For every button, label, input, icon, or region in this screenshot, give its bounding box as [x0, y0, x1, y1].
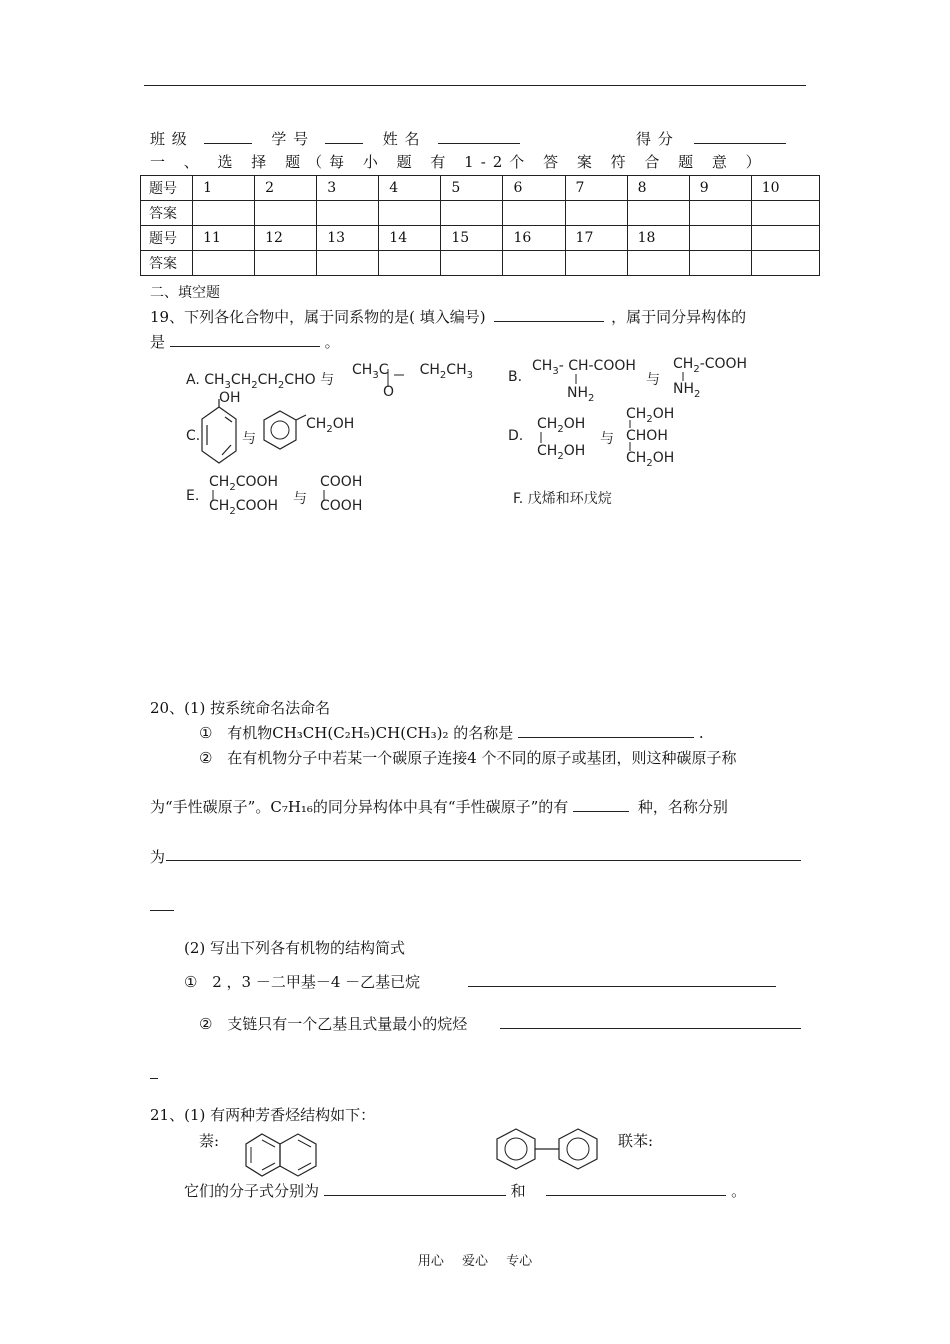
q21-formula-and: 和 [510, 1182, 526, 1200]
answer-cell[interactable] [255, 251, 317, 276]
q20-p2-item1-text: 2 ，3 －二甲基－4 －乙基已烷 [212, 973, 421, 991]
q20-p2-item1 [184, 971, 420, 992]
option-a-label: A. [186, 372, 200, 388]
option-d-label: D. [508, 428, 524, 444]
table-row [141, 226, 820, 251]
q-number: 5 [441, 176, 503, 201]
option-c-label: C. [186, 428, 201, 444]
biphenyl-icon [494, 1127, 604, 1171]
option-b-left-formula: $CH_3-$ CH-COOH [532, 358, 636, 377]
row-label-q: 题号 [141, 226, 193, 251]
q20-line3-pre: 为 [150, 848, 166, 866]
q20-structure2-blank[interactable] [500, 1028, 801, 1029]
q19-text-c: 是 [150, 333, 166, 351]
option-b-label: B. [508, 369, 523, 385]
answer-cell[interactable] [255, 201, 317, 226]
score-line [636, 128, 786, 149]
row-label-q: 题号 [141, 176, 193, 201]
q-number: 7 [565, 176, 627, 201]
option-a-right-formula: $CH_3C$ $CH_2CH_3$ [352, 362, 473, 381]
q20-item1-num: ① [199, 724, 213, 742]
table-row [141, 251, 820, 276]
biphenyl-label: 联苯: [618, 1132, 654, 1150]
q-number: 10 [751, 176, 819, 201]
q-number: 3 [317, 176, 379, 201]
class-label: 班 级 [150, 130, 188, 148]
option-d-and: 与 [600, 431, 614, 447]
q20-structure1-blank[interactable] [468, 986, 776, 987]
option-e-and: 与 [293, 491, 307, 507]
q20-item1-post: . [698, 724, 704, 742]
option-e-right-bottom: COOH [320, 498, 363, 514]
option-d-right-bonds [628, 420, 638, 456]
q-number: 14 [379, 226, 441, 251]
score-label: 得 分 [636, 130, 674, 148]
q20-item1 [199, 722, 704, 743]
q20-p2-item1-num: ① [184, 973, 198, 991]
q20-p2-item2-text: 支链只有一个乙基且式量最小的烷烃 [227, 1015, 468, 1033]
q19-text-b: ，属于同分异构体的 [611, 308, 747, 326]
q-number: 18 [627, 226, 689, 251]
q20-names-blank-cont[interactable] [150, 910, 174, 911]
section2-title: 二、填空题 [150, 285, 220, 301]
q20-name-blank[interactable] [518, 723, 694, 738]
naphthalene-icon [244, 1132, 320, 1178]
q20-item2-num: ② [199, 749, 213, 767]
q20-count-blank[interactable] [573, 797, 629, 812]
option-d-left-bottom: $CH_2OH$ [537, 443, 586, 462]
q20-item2-text: 在有机物分子中若某一个碳原子连接4 个不同的原子或基团，则这种碳原子称 [227, 749, 737, 767]
q20-part2: (2) 写出下列各有机物的结构简式 [184, 939, 406, 957]
answer-table [140, 175, 820, 276]
section1-title: 一 、 选 择 题（每 小 题 有 1-2个 答 案 符 合 题 意 ） [150, 153, 768, 171]
q-number: 11 [193, 226, 255, 251]
option-b-left-amine: $NH_2$ [567, 385, 595, 404]
answer-cell[interactable] [503, 201, 565, 226]
q-number [689, 226, 751, 251]
benzyl-ring-icon [262, 409, 308, 455]
answer-cell[interactable] [565, 251, 627, 276]
option-e-right-top: COOH [320, 474, 363, 490]
name-label: 姓 名 [382, 130, 421, 148]
q-number: 2 [255, 176, 317, 201]
answer-cell[interactable] [379, 251, 441, 276]
q19-isomer-blank[interactable] [170, 332, 320, 347]
q-number: 13 [317, 226, 379, 251]
answer-cell[interactable] [441, 251, 503, 276]
q-number: 9 [689, 176, 751, 201]
q-number [751, 226, 819, 251]
q-number: 16 [503, 226, 565, 251]
q21-formula-pre: 它们的分子式分别为 [184, 1182, 320, 1200]
answer-cell[interactable] [689, 251, 751, 276]
option-b-right-amine: $NH_2$ [673, 381, 701, 400]
q19-line2 [150, 331, 340, 352]
option-e-label: E. [186, 488, 200, 504]
header-line [150, 128, 520, 149]
option-d-right-top: $CH_2OH$ [626, 406, 675, 425]
q-number: 12 [255, 226, 317, 251]
answer-cell[interactable] [627, 251, 689, 276]
table-row [141, 176, 820, 201]
q20-item1-pre: 有机物CH₃CH(C₂H₅)CH(CH₃)₂ 的名称是 [227, 724, 514, 742]
q20-line2 [150, 796, 728, 817]
q20-item2 [199, 747, 737, 768]
q-number: 4 [379, 176, 441, 201]
and-label: 与 [320, 372, 335, 388]
q21-formula-line [184, 1180, 746, 1201]
q-number: 17 [565, 226, 627, 251]
q20-p2-item2 [199, 1013, 467, 1034]
q-number: 8 [627, 176, 689, 201]
table-row [141, 201, 820, 226]
q20-line2-post: 种，名称分别 [637, 798, 728, 816]
q20-part1: 20、(1) 按系统命名法命名 [150, 699, 331, 717]
answer-cell[interactable] [751, 251, 819, 276]
q19-line1 [150, 306, 746, 327]
q19-text-d: 。 [324, 333, 340, 351]
option-a-oxygen: O [383, 384, 395, 400]
phenol-ring-icon [199, 405, 239, 467]
answer-cell[interactable] [689, 201, 751, 226]
answer-cell[interactable] [565, 201, 627, 226]
answer-cell[interactable] [317, 201, 379, 226]
q-number: 1 [193, 176, 255, 201]
answer-cell[interactable] [627, 201, 689, 226]
q-number: 15 [441, 226, 503, 251]
option-a-left: A. $CH_3CH_2CH_2CHO$ 与 [186, 372, 335, 391]
option-d-right-bottom: $CH_2OH$ [626, 450, 675, 469]
option-e-left-bottom: $CH_2COOH$ [209, 498, 279, 517]
q20-line2-pre: 为“手性碳原子”。C₇H₁₆的同分异构体中具有“手性碳原子”的有 [150, 798, 569, 816]
option-c-hydroxyl: OH [219, 390, 241, 406]
answer-cell[interactable] [317, 251, 379, 276]
student-no-label: 学 号 [271, 130, 310, 148]
name-field[interactable] [438, 129, 520, 144]
option-c-ch2oh: $CH_2OH$ [306, 416, 355, 435]
answer-cell[interactable] [193, 251, 255, 276]
student-no-field[interactable] [325, 129, 363, 144]
q-number: 6 [503, 176, 565, 201]
row-label-a: 答案 [141, 251, 193, 276]
option-f-text: F. 戊烯和环戊烷 [513, 491, 612, 507]
q21-part1: 21、(1) 有两种芳香烃结构如下： [150, 1106, 376, 1124]
option-b-right-formula: $CH_2$-COOH [673, 356, 748, 375]
option-c-and: 与 [242, 431, 256, 447]
option-d-left-top: $CH_2OH$ [537, 416, 586, 435]
naphthalene-formula-blank[interactable] [324, 1181, 506, 1196]
row-label-a: 答案 [141, 201, 193, 226]
option-d-right-mid: CHOH [626, 428, 668, 444]
score-field[interactable] [694, 129, 786, 144]
option-b-and: 与 [646, 372, 660, 388]
q19-text-a: 19、下列各化合物中，属于同系物的是( 填入编号) [150, 308, 486, 326]
page-footer: 用心 爱心 专心 [417, 1254, 533, 1269]
q21-formula-end: 。 [731, 1182, 747, 1200]
answer-cell[interactable] [503, 251, 565, 276]
option-e-left-top: $CH_2COOH$ [209, 474, 279, 493]
naphthalene-label: 萘: [199, 1132, 220, 1150]
answer-cell[interactable] [379, 201, 441, 226]
biphenyl-formula-blank[interactable] [546, 1181, 726, 1196]
q19-homolog-blank[interactable] [494, 307, 604, 322]
q20-structure2-blank-cont[interactable] [150, 1078, 158, 1079]
answer-cell[interactable] [751, 201, 819, 226]
q20-p2-item2-num: ② [199, 1015, 213, 1033]
top-rule [144, 85, 806, 86]
class-field[interactable] [204, 129, 252, 144]
answer-cell[interactable] [193, 201, 255, 226]
answer-cell[interactable] [441, 201, 503, 226]
q20-line3 [150, 846, 165, 867]
q20-names-blank[interactable] [166, 860, 801, 861]
